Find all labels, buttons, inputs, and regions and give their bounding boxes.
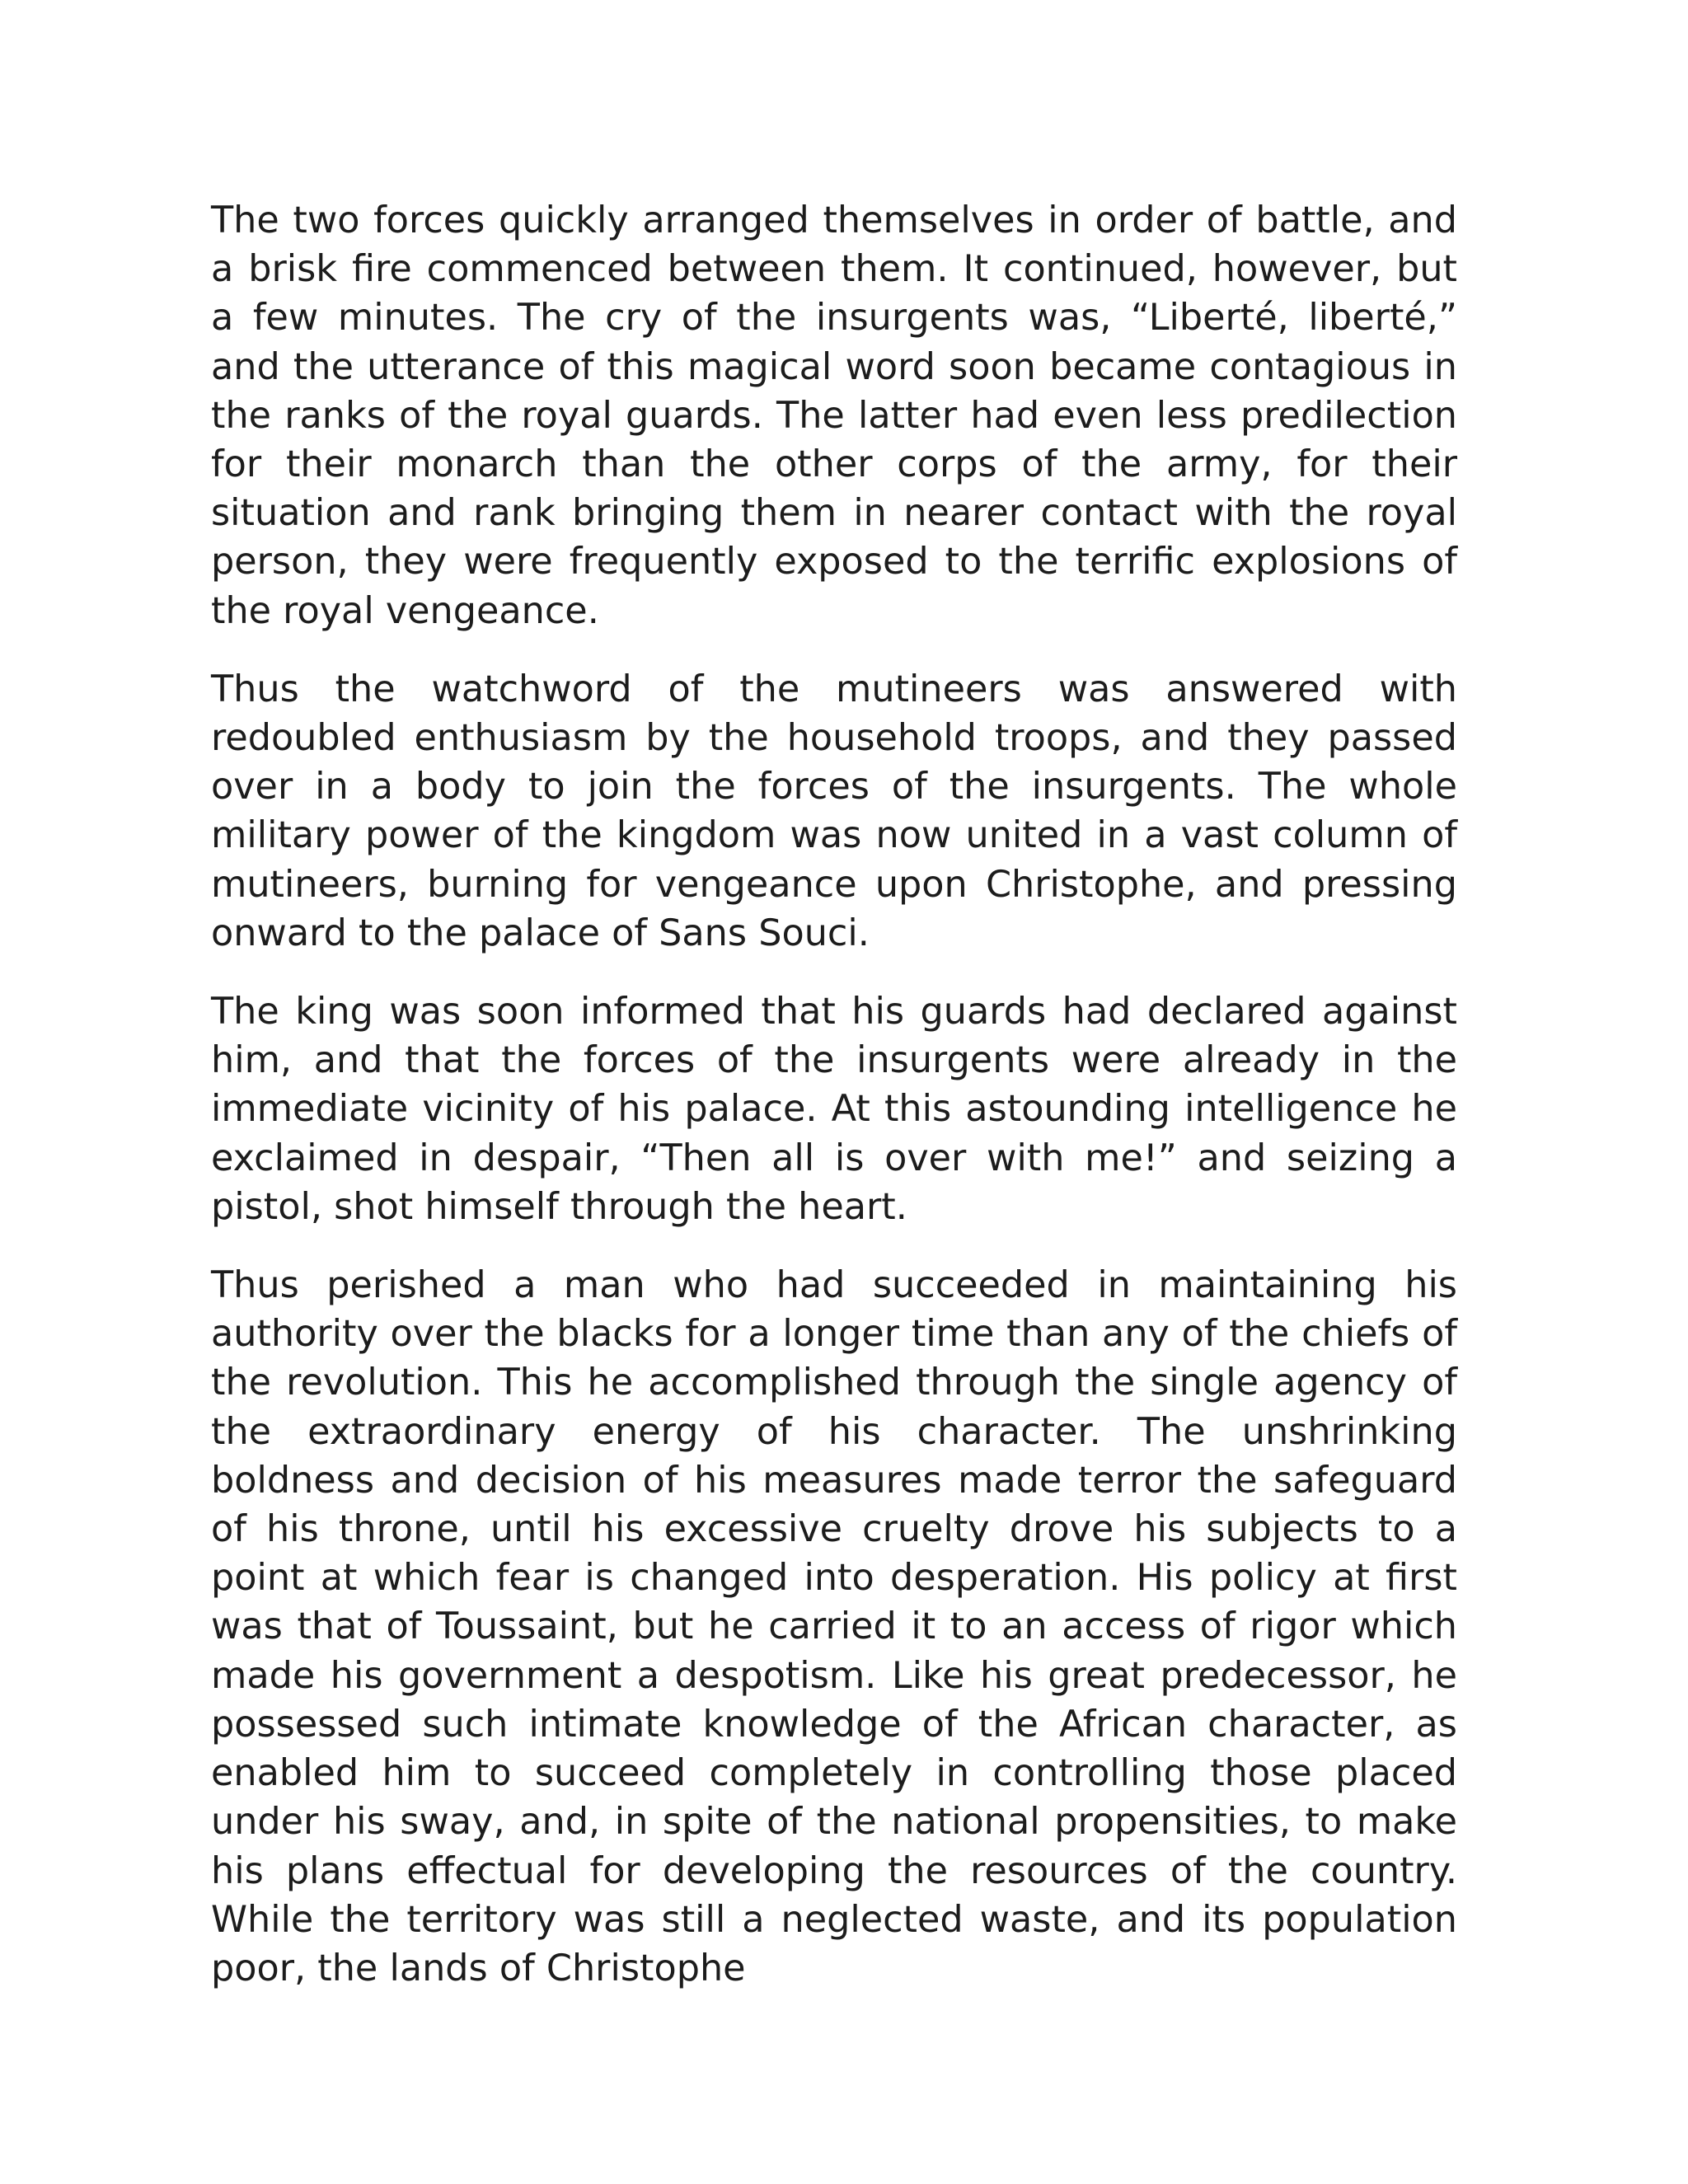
- paragraph-3: The king was soon informed that his guards had declared against him, and that the forces of the insurgents were already in the immediate vicinity of his palace. At this astounding intelligence he exclaimed in despair, “Then all is over with me!” and seizing a pistol, shot himself through the heart.: [211, 991, 1457, 1228]
- paragraph-2: Thus the watchword of the mutineers was answered with redoubled enthusiasm by the household troops, and they passed over in a body to join the forces of the insurgents. The whole military power of the kingdom was now united in a vast column of mutineers, burning for vengeance upon Christophe, and pressing onward to the palace of Sans Souci.: [211, 668, 1457, 954]
- paragraph-4: Thus perished a man who had succeeded in maintaining his authority over the blacks for a longer time than any of the chiefs of the revolution. This he accomplished through the single agency of the extraordinary energy of his character. The unshrinking boldness and decision of his measures made terror the safeguard of his throne, until his excessive cruelty drove his subjects to a point at which fear is changed into desperation. His policy at first was that of Toussaint, but he carried it to an access of rigor which made his government a despotism. Like his great predecessor, he possessed such intimate knowledge of the African character, as enabled him to succeed completely in controlling those placed under his sway, and, in spite of the national propensities, to make his plans effectual for developing the resources of the country. While the territory was still a neglected waste, and its population poor, the lands of Christophe: [211, 1264, 1457, 1990]
- paragraph-1: The two forces quickly arranged themselves in order of battle, and a brisk fire commenced between them. It continued, however, but a few minutes. The cry of the insurgents was, “Liberté, liberté,” and the utterance of this magical word soon became contagious in the ranks of the royal guards. The latter had even less predilection for their monarch than the other corps of the army, for their situation and rank bringing them in nearer contact with the royal person, they were frequently exposed to the terrific explosions of the royal vengeance.: [211, 199, 1457, 632]
- document-page: [211, 196, 1457, 1993]
